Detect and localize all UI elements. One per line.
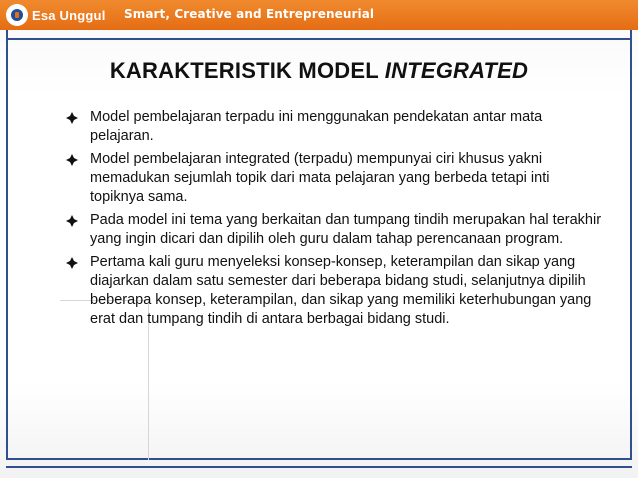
header-bar (0, 0, 638, 30)
frame-right-line (630, 40, 632, 460)
diamond-bullet-icon (66, 112, 78, 124)
title-emphasis: INTEGRATED (384, 58, 529, 83)
title-main: KARAKTERISTIK MODEL (109, 58, 385, 83)
bullet-item (64, 150, 604, 207)
slide-title (0, 58, 638, 84)
esa-unggul-logo-icon (6, 4, 28, 26)
diamond-bullet-icon (66, 154, 78, 166)
bullet-list (64, 108, 604, 333)
bullet-item (64, 108, 604, 146)
frame-bottom-line (6, 458, 632, 460)
diamond-bullet-icon (66, 257, 78, 269)
bullet-text: Pertama kali guru menyeleksi konsep-konsep, keterampilan dan sikap yang diajarkan dalam satu semester dari beberapa bidang studi, selanjutnya dipilih beberapa konsep, keterampilan, dan sikap yang memiliki keterhubungan yang erat dan tumpang tindih di antara berbagai bidang studi. (90, 254, 592, 327)
tagline: Smart, Creative and Entrepreneurial (124, 7, 375, 21)
frame-bottom-line-2 (6, 466, 632, 468)
diamond-bullet-icon (66, 215, 78, 227)
frame-top-line (6, 30, 632, 40)
logo (6, 3, 106, 27)
bullet-item (64, 253, 604, 329)
bullet-text: Model pembelajaran integrated (terpadu) mempunyai ciri khusus yakni memadukan sejumlah topik dari mata pelajaran yang berbeda tetapi inti topiknya sama. (90, 151, 550, 205)
bullet-text: Pada model ini tema yang berkaitan dan tumpang tindih merupakan hal terakhir yang ingin dicari dan dipilih oleh guru dalam tahap perencanaan program. (90, 212, 602, 247)
frame-left-line (6, 40, 8, 460)
bullet-item (64, 211, 604, 249)
logo-text: Esa Unggul (32, 7, 106, 23)
bullet-text: Model pembelajaran terpadu ini menggunakan pendekatan antar mata pelajaran. (90, 109, 543, 144)
